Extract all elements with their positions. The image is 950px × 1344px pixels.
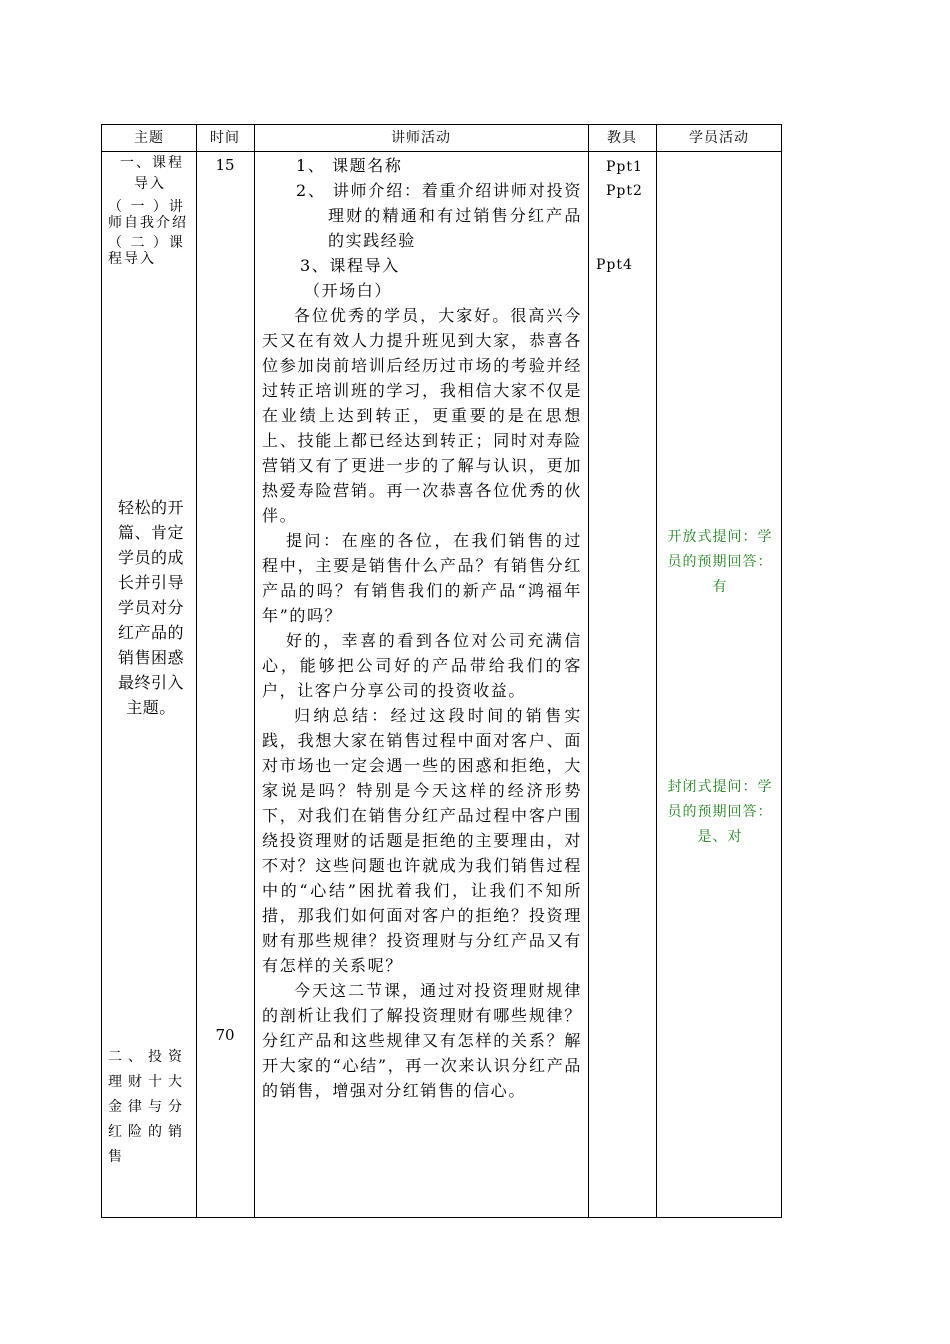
lecturer-para3: 好的，幸喜的看到各位对公司充满信心，能够把公司好的产品带给我们的客户，让客户分享公司的投资收益。: [262, 631, 582, 700]
student-q1: 开放式提问：学员的预期回答：有: [667, 529, 773, 595]
student-q2: 封闭式提问：学员的预期回答：是、对: [667, 779, 773, 845]
column-divider: [588, 125, 589, 1217]
topic-sub1: （ 一 ）讲师自我介绍: [108, 199, 188, 231]
tool-ppt4: Ppt4: [596, 257, 633, 273]
time-section2: 70: [215, 1026, 235, 1044]
tool-ppt2: Ppt2: [606, 183, 643, 199]
column-divider: [254, 125, 255, 1217]
header-student-activity: 学员活动: [689, 130, 749, 146]
lecturer-para1: 各位优秀的学员，大家好。很高兴今天又在有效人力提升班见到大家，恭喜各位参加岗前培训后经历过市场的考验并经过转正培训班的学习，我相信大家不仅是在业绩上达到转正，更重要的是在思想上、技能上都已经达到转正；同时对寿险营销又有了更进一步的了解与认识，更加热爱寿险营销。再一次恭喜各位优秀的伙伴。: [262, 306, 582, 525]
time-intro: 15: [215, 156, 235, 174]
lecturer-para5: 今天这二节课，通过对投资理财规律的剖析让我们了解投资理财有哪些规律？分红产品和这些规律又有怎样的关系？解开大家的“心结”，再一次来认识分红产品的销售，增强对分红销售的信心。: [262, 981, 582, 1100]
lecturer-opening: （开场白）: [304, 281, 393, 300]
header-lecturer-activity: 讲师活动: [391, 130, 451, 146]
topic-section1: [108, 153, 192, 267]
lesson-plan-table: [101, 124, 782, 1218]
tools-list: [596, 155, 656, 203]
header-time: 时间: [210, 130, 240, 146]
topic-section2: 二、投资理财十大金律与分红险的销售: [108, 1049, 188, 1165]
lecturer-item3: 3、课程导入: [300, 256, 400, 275]
header-tools: 教具: [607, 130, 637, 146]
lecturer-activity: [262, 153, 582, 1103]
lecturer-para4: 归纳总结：经过这段时间的销售实践，我想大家在销售过程中面对客户、面对市场也一定会遇一些的困惑和拒绝，大家说是吗？特别是今天这样的经济形势下，对我们在销售分红产品过程中客户围绕投资理财的话题是拒绝的主要理由，对不对？这些问题也许就成为我们销售过程中的“心结”困扰着我们，让我们不知所措，那我们如何面对客户的拒绝？投资理财有那些规律？投资理财与分红产品又有有怎样的关系呢？: [262, 706, 582, 975]
lecturer-para2: 提问：在座的各位，在我们销售的过程中，主要是销售什么产品？有销售分红产品的吗？有销售我们的新产品“鸿福年年”的吗？: [262, 531, 582, 625]
header-divider: [102, 151, 781, 152]
topic-section1-line2: 导入: [134, 176, 166, 192]
column-divider: [196, 125, 197, 1217]
header-topic: 主题: [134, 130, 164, 146]
lecturer-item2: 2、 讲师介绍：着重介绍讲师对投资理财的精通和有过销售分红产品的实践经验: [296, 181, 582, 250]
lecturer-item1: 1、 课题名称: [296, 156, 403, 175]
tool-ppt1: Ppt1: [606, 159, 643, 175]
topic-section1-line1: 一、课程: [120, 155, 184, 171]
topic-goal: 轻松的开篇、肯定学员的成长并引导学员对分红产品的销售困惑最终引入主题。: [117, 498, 184, 717]
column-divider: [656, 125, 657, 1217]
topic-sub2: （ 二 ）课程导入: [108, 235, 185, 267]
